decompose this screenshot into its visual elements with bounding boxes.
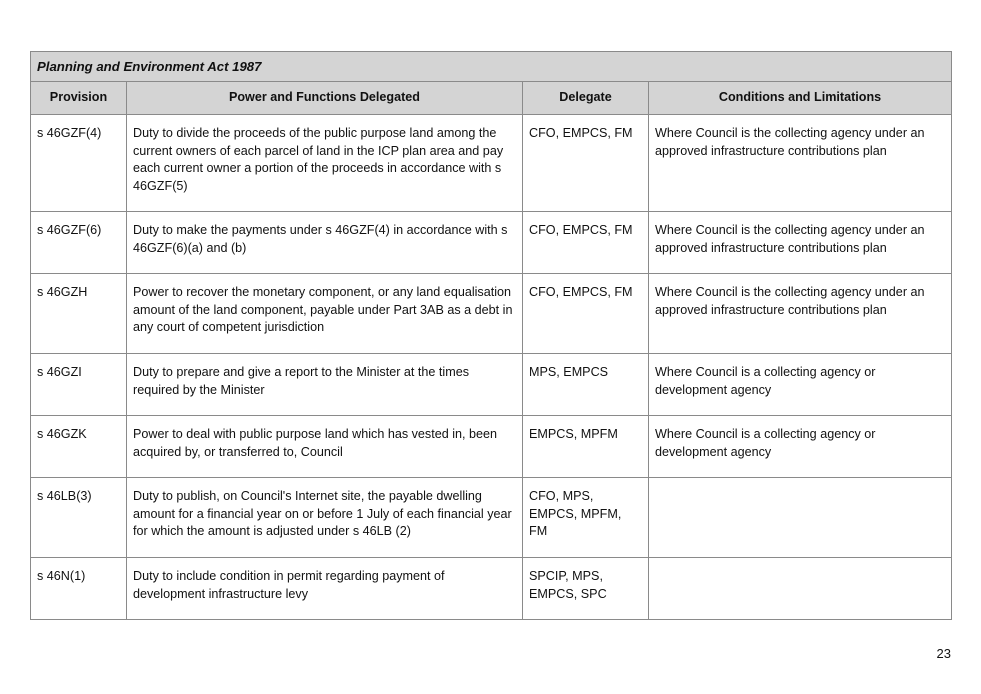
header-delegate: Delegate — [523, 82, 649, 115]
header-conditions: Conditions and Limitations — [649, 82, 952, 115]
cell-power: Power to recover the monetary component, or any land equalisation amount of the land component, payable under Part 3AB as a debt in any court of competent jurisdiction — [127, 274, 523, 354]
cell-power: Duty to include condition in permit regarding payment of development infrastructure levy — [127, 558, 523, 620]
cell-provision: s 46GZK — [31, 416, 127, 478]
cell-conditions: Where Council is the collecting agency under an approved infrastructure contributions plan — [649, 274, 952, 354]
cell-delegate: CFO, EMPCS, FM — [523, 212, 649, 274]
cell-provision: s 46GZI — [31, 354, 127, 416]
cell-conditions: Where Council is a collecting agency or development agency — [649, 354, 952, 416]
act-title: Planning and Environment Act 1987 — [31, 52, 952, 82]
cell-delegate: SPCIP, MPS, EMPCS, SPC — [523, 558, 649, 620]
table-row — [31, 212, 952, 274]
table-header-row — [31, 82, 952, 115]
table-row — [31, 416, 952, 478]
page-number: 23 — [936, 646, 951, 661]
table-row — [31, 115, 952, 212]
cell-conditions: Where Council is a collecting agency or development agency — [649, 416, 952, 478]
cell-provision: s 46GZF(4) — [31, 115, 127, 212]
cell-provision: s 46GZH — [31, 274, 127, 354]
table-title-row — [31, 52, 952, 82]
cell-conditions — [649, 558, 952, 620]
table-row — [31, 478, 952, 558]
cell-delegate: CFO, MPS, EMPCS, MPFM, FM — [523, 478, 649, 558]
cell-conditions: Where Council is the collecting agency under an approved infrastructure contributions plan — [649, 212, 952, 274]
cell-power: Duty to make the payments under s 46GZF(4) in accordance with s 46GZF(6)(a) and (b) — [127, 212, 523, 274]
cell-power: Duty to publish, on Council's Internet site, the payable dwelling amount for a financial year on or before 1 July of each financial year for which the amount is adjusted under s 46LB (2) — [127, 478, 523, 558]
table-row — [31, 274, 952, 354]
cell-power: Power to deal with public purpose land which has vested in, been acquired by, or transferred to, Council — [127, 416, 523, 478]
cell-conditions — [649, 478, 952, 558]
cell-delegate: CFO, EMPCS, FM — [523, 115, 649, 212]
cell-power: Duty to divide the proceeds of the public purpose land among the current owners of each parcel of land in the ICP plan area and pay each current owner a portion of the proceeds in accordance with s 46GZF(5) — [127, 115, 523, 212]
cell-power: Duty to prepare and give a report to the Minister at the times required by the Minister — [127, 354, 523, 416]
table-row — [31, 354, 952, 416]
cell-provision: s 46LB(3) — [31, 478, 127, 558]
cell-provision: s 46GZF(6) — [31, 212, 127, 274]
table-row — [31, 558, 952, 620]
cell-conditions: Where Council is the collecting agency under an approved infrastructure contributions plan — [649, 115, 952, 212]
cell-delegate: MPS, EMPCS — [523, 354, 649, 416]
cell-delegate: CFO, EMPCS, FM — [523, 274, 649, 354]
delegation-table — [30, 51, 952, 620]
cell-provision: s 46N(1) — [31, 558, 127, 620]
header-provision: Provision — [31, 82, 127, 115]
cell-delegate: EMPCS, MPFM — [523, 416, 649, 478]
header-power: Power and Functions Delegated — [127, 82, 523, 115]
